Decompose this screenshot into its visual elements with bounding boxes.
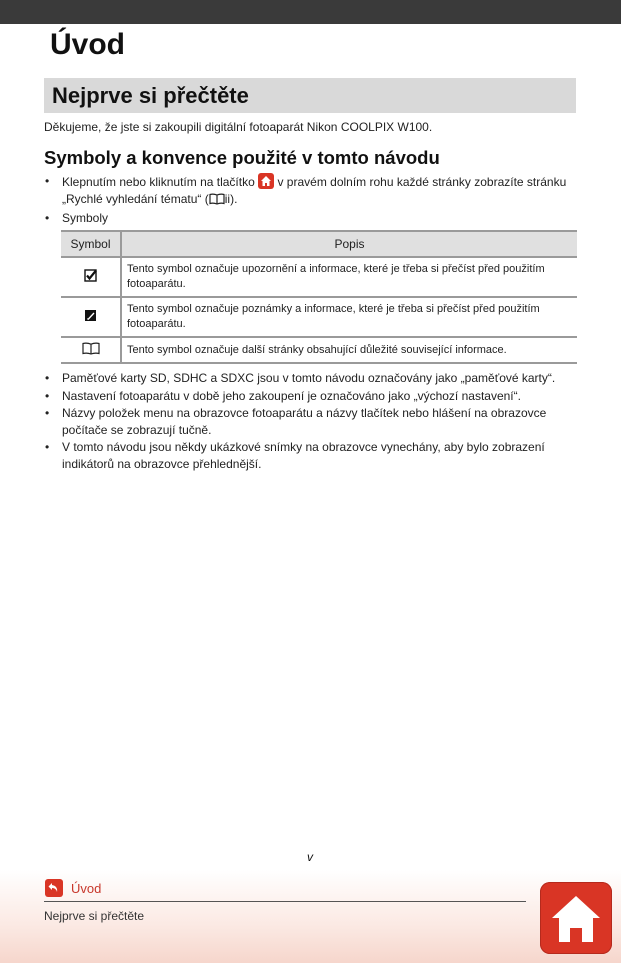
table-cell-symbol	[61, 257, 121, 297]
intro-text: Děkujeme, že jste si zakoupili digitální fotoaparát Nikon COOLPIX W100.	[44, 120, 433, 134]
book-icon	[209, 193, 225, 210]
back-link-label: Úvod	[71, 880, 102, 896]
caution-check-icon	[84, 269, 97, 282]
list-item: • Nastavení fotoaparátu v době jeho zakoupení je označováno jako „výchozí nastavení“.	[44, 388, 579, 405]
list-item: • Symboly	[44, 210, 579, 227]
table-row	[61, 337, 577, 363]
page-ref-link[interactable]: ii	[224, 191, 231, 206]
list-item-text: ).	[230, 191, 238, 206]
list-item-text: Klepnutím nebo kliknutím na tlačítko	[62, 175, 255, 189]
home-icon[interactable]	[258, 173, 274, 189]
top-bar	[0, 0, 621, 24]
table-row	[61, 257, 577, 297]
column-header-symbol: Symbol	[61, 231, 121, 257]
book-icon	[82, 342, 100, 355]
breadcrumb[interactable]: Nejprve si přečtěte	[44, 909, 145, 923]
section-header	[44, 78, 576, 113]
column-header-description: Popis	[121, 231, 577, 257]
home-button[interactable]	[540, 882, 612, 954]
list-item: • Názvy položek menu na obrazovce fotoaparátu a názvy tlačítek nebo hlášení na obrazovce počítače se zobrazují tučně.	[44, 405, 579, 438]
list-item: • Paměťové karty SD, SDHC a SDXC jsou v tomto návodu označovány jako „paměťové karty“.	[44, 370, 579, 387]
list-item: • V tomto návodu jsou někdy ukázkové snímky na obrazovce vynechány, aby bylo zobrazení indikátorů na obrazovce přehlednější.	[44, 439, 579, 472]
back-link[interactable]	[45, 878, 101, 898]
table-cell-description: Tento symbol označuje další stránky obsahující důležité související informace.	[121, 337, 577, 363]
symbols-table	[61, 230, 577, 364]
footer-divider	[44, 901, 526, 902]
bullet-list-bottom	[44, 370, 579, 473]
list-item-text: v pravém dolním rohu každé stránky zobrazíte stránku „Rychlé vyhledání tématu“ (	[62, 175, 567, 206]
bullet-list-top	[44, 173, 579, 228]
section-title: Nejprve si přečtěte	[52, 83, 249, 108]
note-pencil-icon	[84, 309, 97, 322]
back-arrow-icon	[45, 879, 63, 897]
page-number: v	[307, 850, 313, 864]
table-cell-symbol	[61, 297, 121, 337]
table-cell-symbol	[61, 337, 121, 363]
table-row	[61, 297, 577, 337]
table-cell-description: Tento symbol označuje poznámky a informace, které je třeba si přečíst před použitím fotoaparátu.	[121, 297, 577, 337]
list-item	[44, 173, 579, 209]
home-icon	[548, 890, 604, 946]
subheading: Symboly a konvence použité v tomto návodu	[44, 147, 440, 168]
page-title: Úvod	[50, 28, 125, 61]
table-cell-description: Tento symbol označuje upozornění a informace, které je třeba si přečíst před použitím fotoaparátu.	[121, 257, 577, 297]
